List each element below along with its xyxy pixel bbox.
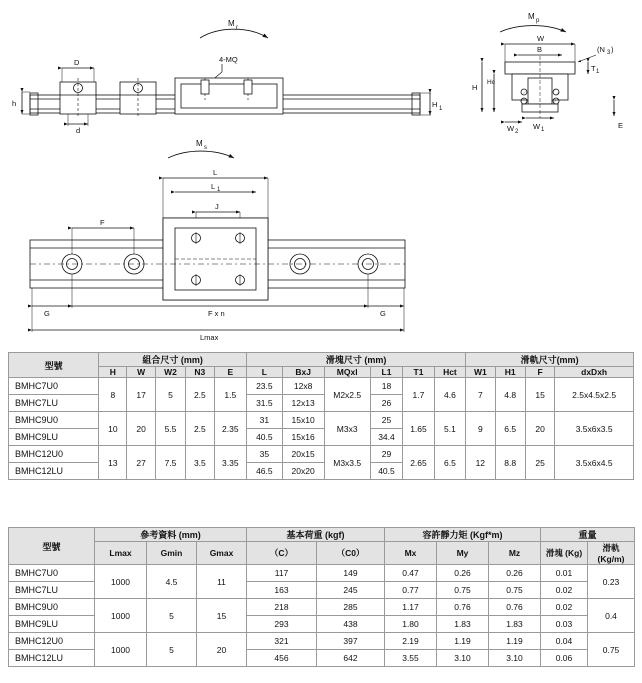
- cell-C0: 438: [317, 616, 385, 633]
- load-table-wrap: [8, 527, 634, 667]
- cell-T1: 2.65: [403, 446, 434, 480]
- cell-W2: 5: [155, 378, 185, 412]
- cell-W1: 9: [466, 412, 495, 446]
- cell-rail-weight: 0.4: [588, 599, 635, 633]
- cell-My: 3.10: [437, 650, 489, 667]
- cell-Mz: 0.75: [489, 582, 541, 599]
- cell-My: 0.76: [437, 599, 489, 616]
- cell-Mx: 3.55: [385, 650, 437, 667]
- svg-text:p: p: [536, 18, 540, 24]
- th-Gmin: Gmin: [147, 542, 197, 565]
- svg-text:M: M: [228, 19, 235, 28]
- th-C0: （C0）: [317, 542, 385, 565]
- cell-E: 2.35: [214, 412, 247, 446]
- svg-text:E: E: [618, 121, 624, 130]
- cell-BxJ: 20x20: [282, 463, 324, 480]
- cell-rail-weight: 0.23: [588, 565, 635, 599]
- cell-L1: 18: [370, 378, 403, 395]
- cell-rail-weight: 0.75: [588, 633, 635, 667]
- cell-E: 1.5: [214, 378, 247, 412]
- th-dxDxh: dxDxh: [555, 367, 634, 378]
- cell-Gmin: 4.5: [147, 565, 197, 599]
- th-C: （C）: [247, 542, 317, 565]
- svg-text:H: H: [472, 83, 478, 92]
- cell-F: 20: [525, 412, 554, 446]
- cell-Mz: 3.10: [489, 650, 541, 667]
- svg-text:M: M: [528, 12, 535, 21]
- svg-text:M: M: [196, 139, 203, 148]
- cell-block-weight: 0.06: [541, 650, 588, 667]
- cell-model: BMHC7LU: [9, 582, 95, 599]
- cell-model: BMHC7U0: [9, 565, 95, 582]
- cell-L: 40.5: [247, 429, 283, 446]
- cell-F: 25: [525, 446, 554, 480]
- cell-W: 17: [127, 378, 155, 412]
- cell-Lmax: 1000: [95, 599, 147, 633]
- cell-block-weight: 0.02: [541, 582, 588, 599]
- svg-text:H: H: [432, 100, 438, 109]
- svg-text:3: 3: [607, 50, 611, 56]
- cell-N3: 2.5: [186, 378, 214, 412]
- cell-Gmax: 20: [197, 633, 247, 667]
- svg-text:1: 1: [217, 187, 221, 193]
- th-L: L: [247, 367, 283, 378]
- cell-Gmax: 15: [197, 599, 247, 633]
- table-row: [9, 446, 634, 463]
- cell-Mx: 0.77: [385, 582, 437, 599]
- cell-C0: 245: [317, 582, 385, 599]
- cell-Gmin: 5: [147, 599, 197, 633]
- cell-Mx: 0.47: [385, 565, 437, 582]
- svg-text:1: 1: [541, 127, 545, 133]
- svg-text:T: T: [591, 64, 596, 73]
- cell-W: 20: [127, 412, 155, 446]
- cell-H: 10: [99, 412, 127, 446]
- table-row: [9, 412, 634, 429]
- cell-C0: 285: [317, 599, 385, 616]
- cell-BxJ: 12x13: [282, 395, 324, 412]
- svg-text:F: F: [100, 218, 105, 227]
- svg-text:h: h: [12, 99, 17, 108]
- cell-dxDxh: 2.5x4.5x2.5: [555, 378, 634, 412]
- svg-text:2: 2: [515, 129, 519, 135]
- cell-Mx: 1.17: [385, 599, 437, 616]
- cell-MQxl: M2x2.5: [324, 378, 370, 412]
- cell-W2: 5.5: [155, 412, 185, 446]
- cell-BxJ: 20x15: [282, 446, 324, 463]
- th-W2: W2: [155, 367, 185, 378]
- cell-C: 293: [247, 616, 317, 633]
- th-group-assembly: 組合尺寸 (mm): [99, 353, 247, 367]
- svg-text:1: 1: [439, 106, 443, 112]
- th-Mz: Mz: [489, 542, 541, 565]
- th-L1: L1: [370, 367, 403, 378]
- svg-text:Lmax: Lmax: [200, 333, 219, 342]
- cell-My: 1.83: [437, 616, 489, 633]
- cell-Lmax: 1000: [95, 565, 147, 599]
- svg-text:W: W: [507, 124, 515, 133]
- th-group-weight: 重量: [541, 528, 635, 542]
- cell-T1: 1.7: [403, 378, 434, 412]
- table-row: [9, 599, 635, 616]
- cell-block-weight: 0.03: [541, 616, 588, 633]
- svg-text:L: L: [211, 182, 216, 191]
- cell-model: BMHC12U0: [9, 633, 95, 650]
- cell-W1: 7: [466, 378, 495, 412]
- th-Mx: Mx: [385, 542, 437, 565]
- table-row: [9, 633, 635, 650]
- cell-F: 15: [525, 378, 554, 412]
- cell-W1: 12: [466, 446, 495, 480]
- cell-block-weight: 0.04: [541, 633, 588, 650]
- cell-block-weight: 0.01: [541, 565, 588, 582]
- cell-L: 31: [247, 412, 283, 429]
- cell-H: 13: [99, 446, 127, 480]
- load-ratings-table: [8, 527, 635, 667]
- cell-model: BMHC12LU: [9, 463, 99, 480]
- th-My: My: [437, 542, 489, 565]
- svg-text:d: d: [76, 126, 81, 135]
- cell-dxDxh: 3.5x6x3.5: [555, 412, 634, 446]
- cell-W2: 7.5: [155, 446, 185, 480]
- th-Hct: Hct: [434, 367, 465, 378]
- cell-Mz: 0.26: [489, 565, 541, 582]
- cell-Hct: 6.5: [434, 446, 465, 480]
- th-group-reference: 參考資料 (mm): [95, 528, 247, 542]
- th-F: F: [525, 367, 554, 378]
- cell-E: 3.35: [214, 446, 247, 480]
- cell-L1: 40.5: [370, 463, 403, 480]
- svg-text:4-MQ: 4-MQ: [219, 55, 238, 64]
- svg-text:J: J: [215, 202, 219, 211]
- cell-block-weight: 0.02: [541, 599, 588, 616]
- cell-H1: 6.5: [495, 412, 525, 446]
- cell-C0: 397: [317, 633, 385, 650]
- cell-C: 163: [247, 582, 317, 599]
- th-H1: H1: [495, 367, 525, 378]
- cell-model: BMHC9LU: [9, 429, 99, 446]
- cell-Mz: 1.19: [489, 633, 541, 650]
- cell-C: 218: [247, 599, 317, 616]
- svg-text:L: L: [213, 168, 218, 177]
- svg-text:D: D: [74, 58, 80, 67]
- cell-model: BMHC9U0: [9, 599, 95, 616]
- cell-L: 35: [247, 446, 283, 463]
- svg-text:F x n: F x n: [208, 309, 225, 318]
- svg-text:(N: (N: [597, 45, 605, 54]
- dimensions-table-wrap: [8, 352, 634, 480]
- th-group-static-moment: 容許靜力矩 (Kgf*m): [385, 528, 541, 542]
- svg-text:): ): [611, 45, 614, 54]
- table-row: [9, 378, 634, 395]
- cell-L: 31.5: [247, 395, 283, 412]
- cell-model: BMHC9LU: [9, 616, 95, 633]
- cell-Mx: 2.19: [385, 633, 437, 650]
- th-W: W: [127, 367, 155, 378]
- th-T1: T1: [403, 367, 434, 378]
- svg-text:W: W: [537, 34, 545, 43]
- th-rail-weight: 滑軌 (Kg/m): [588, 542, 635, 565]
- svg-text:B: B: [537, 45, 543, 54]
- cell-model: BMHC12U0: [9, 446, 99, 463]
- svg-text:r: r: [236, 25, 238, 31]
- table-row: [9, 565, 635, 582]
- svg-text:1: 1: [596, 69, 600, 75]
- cell-model: BMHC7LU: [9, 395, 99, 412]
- cell-L1: 34.4: [370, 429, 403, 446]
- th-Gmax: Gmax: [197, 542, 247, 565]
- th-W1: W1: [466, 367, 495, 378]
- cell-W: 27: [127, 446, 155, 480]
- cell-L1: 26: [370, 395, 403, 412]
- cell-C: 117: [247, 565, 317, 582]
- cell-BxJ: 12x8: [282, 378, 324, 395]
- cell-Hct: 4.6: [434, 378, 465, 412]
- th-H: H: [99, 367, 127, 378]
- cell-Mz: 1.83: [489, 616, 541, 633]
- th-group-block: 滑塊尺寸 (mm): [247, 353, 466, 367]
- cell-Lmax: 1000: [95, 633, 147, 667]
- cell-C: 456: [247, 650, 317, 667]
- cell-Gmin: 5: [147, 633, 197, 667]
- cell-L1: 25: [370, 412, 403, 429]
- cell-L: 23.5: [247, 378, 283, 395]
- cell-BxJ: 15x16: [282, 429, 324, 446]
- cell-model: BMHC9U0: [9, 412, 99, 429]
- th-group-rail: 滑軌尺寸(mm): [466, 353, 634, 367]
- dimensions-table: [8, 352, 634, 480]
- th-model-1: 型號: [9, 353, 99, 378]
- cell-My: 0.75: [437, 582, 489, 599]
- cell-H1: 4.8: [495, 378, 525, 412]
- cell-BxJ: 15x10: [282, 412, 324, 429]
- svg-text:G: G: [44, 309, 50, 318]
- svg-text:s: s: [204, 145, 207, 151]
- th-group-basic-load: 基本荷重 (kgf): [247, 528, 385, 542]
- cell-MQxl: M3x3: [324, 412, 370, 446]
- cell-L: 46.5: [247, 463, 283, 480]
- cell-My: 1.19: [437, 633, 489, 650]
- cell-T1: 1.65: [403, 412, 434, 446]
- cell-My: 0.26: [437, 565, 489, 582]
- cell-model: BMHC7U0: [9, 378, 99, 395]
- th-N3: N3: [186, 367, 214, 378]
- cell-N3: 2.5: [186, 412, 214, 446]
- cell-Gmax: 11: [197, 565, 247, 599]
- th-model-2: 型號: [9, 528, 95, 565]
- cell-H: 8: [99, 378, 127, 412]
- svg-text:G: G: [380, 309, 386, 318]
- svg-text:Hc: Hc: [487, 79, 495, 86]
- th-MQxl: MQxl: [324, 367, 370, 378]
- cell-C0: 642: [317, 650, 385, 667]
- cell-Mz: 0.76: [489, 599, 541, 616]
- svg-text:W: W: [533, 122, 541, 131]
- cell-C: 321: [247, 633, 317, 650]
- cell-Hct: 5.1: [434, 412, 465, 446]
- cell-MQxl: M3x3.5: [324, 446, 370, 480]
- th-block-weight: 滑塊 (Kg): [541, 542, 588, 565]
- cell-model: BMHC12LU: [9, 650, 95, 667]
- cell-N3: 3.5: [186, 446, 214, 480]
- th-BxJ: BxJ: [282, 367, 324, 378]
- cell-L1: 29: [370, 446, 403, 463]
- cell-dxDxh: 3.5x6x4.5: [555, 446, 634, 480]
- cell-H1: 8.8: [495, 446, 525, 480]
- cell-C0: 149: [317, 565, 385, 582]
- th-Lmax: Lmax: [95, 542, 147, 565]
- cell-Mx: 1.80: [385, 616, 437, 633]
- th-E: E: [214, 367, 247, 378]
